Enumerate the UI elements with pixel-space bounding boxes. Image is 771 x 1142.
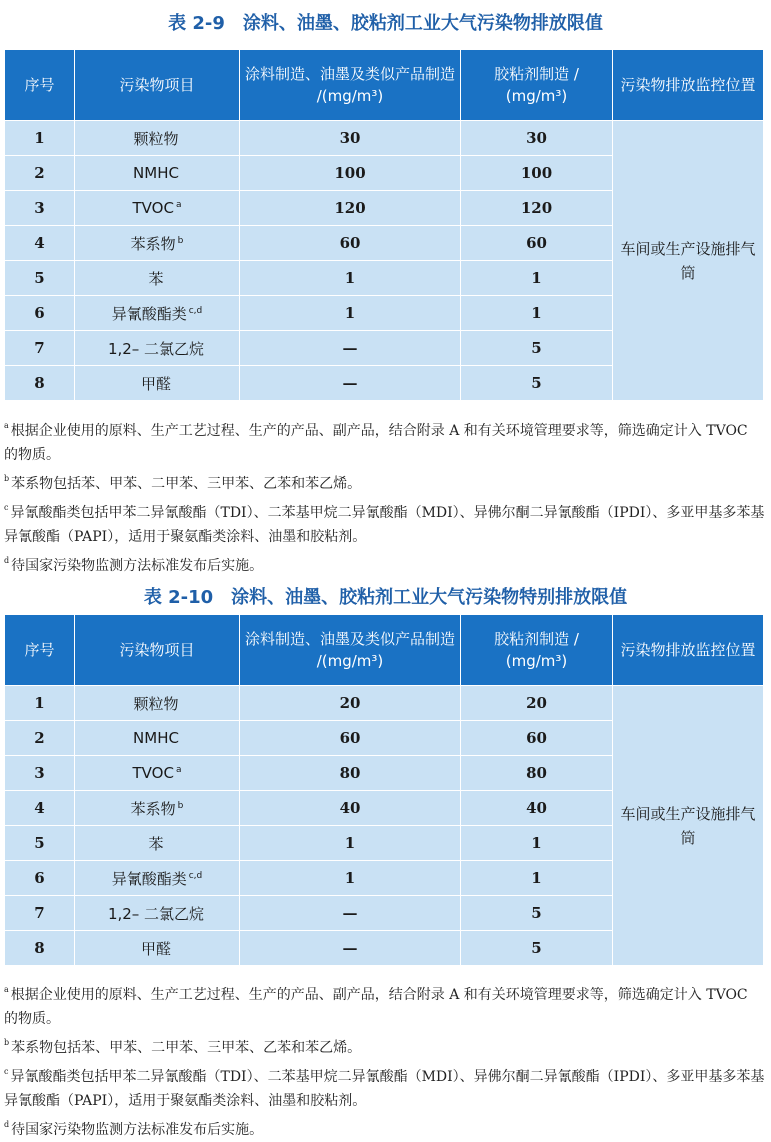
header-adhesive: 胶粘剂制造 / (mg/m³) — [461, 50, 613, 121]
row-item: 异氰酸酯类 $^{c,d}$ — [75, 861, 240, 896]
row-coating: 1 — [240, 261, 461, 296]
footnote: $^b$ 苯系物包括苯、甲苯、二甲苯、三甲苯、乙苯和苯乙烯。 — [4, 474, 362, 492]
footnote: $^d$ 待国家污染物监测方法标准发布后实施。 — [4, 556, 264, 574]
row-item: 甲醛 — [75, 366, 240, 401]
header-location: 污染物排放监控位置 — [613, 615, 764, 686]
row-seq: 5 — [5, 826, 75, 861]
row-item: TVOC $^a$ — [75, 191, 240, 226]
row-coating: — — [240, 931, 461, 966]
row-item: 苯系物 $^b$ — [75, 791, 240, 826]
row-item: 颗粒物 — [75, 121, 240, 156]
header-item: 污染物项目 — [75, 615, 240, 686]
footnote: $^b$ 苯系物包括苯、甲苯、二甲苯、三甲苯、乙苯和苯乙烯。 — [4, 1038, 362, 1056]
monitoring-location: 车间或生产设施排气筒 — [613, 686, 764, 966]
table1 — [4, 49, 764, 401]
row-item: 1,2– 二氯乙烷 — [75, 896, 240, 931]
row-coating: — — [240, 366, 461, 401]
table2 — [4, 614, 764, 966]
table1-header-row — [5, 50, 764, 121]
table2-footnotes — [4, 978, 766, 1142]
row-adhesive: 1 — [461, 826, 613, 861]
table2-header-row — [5, 615, 764, 686]
row-adhesive: 5 — [461, 331, 613, 366]
table-row — [5, 121, 764, 156]
row-seq: 7 — [5, 331, 75, 366]
header-coating: 涂料制造、油墨及类似产品制造 /(mg/m³) — [240, 615, 461, 686]
row-coating: 40 — [240, 791, 461, 826]
header-seq: 序号 — [5, 50, 75, 121]
table1-footnotes — [4, 414, 766, 578]
footnote: $^c$ 异氰酸酯类包括甲苯二异氰酸酯（TDI）、二苯基甲烷二异氰酸酯（MDI）、异佛尔酮二异氰酸酯（IPDI）、多亚甲基多苯基异氰酸酯（PAPI），适用于聚氨酯类涂料、油墨和胶粘剂。 — [4, 503, 765, 545]
row-seq: 5 — [5, 261, 75, 296]
row-adhesive: 30 — [461, 121, 613, 156]
row-seq: 6 — [5, 861, 75, 896]
row-coating: 60 — [240, 721, 461, 756]
header-adhesive: 胶粘剂制造 / (mg/m³) — [461, 615, 613, 686]
row-adhesive: 1 — [461, 861, 613, 896]
header-seq: 序号 — [5, 615, 75, 686]
header-location: 污染物排放监控位置 — [613, 50, 764, 121]
table-row — [5, 686, 764, 721]
row-adhesive: 5 — [461, 896, 613, 931]
header-coating: 涂料制造、油墨及类似产品制造 /(mg/m³) — [240, 50, 461, 121]
row-coating: 1 — [240, 861, 461, 896]
row-seq: 2 — [5, 156, 75, 191]
row-coating: 100 — [240, 156, 461, 191]
row-seq: 4 — [5, 791, 75, 826]
row-item: 甲醛 — [75, 931, 240, 966]
row-adhesive: 40 — [461, 791, 613, 826]
row-coating: 80 — [240, 756, 461, 791]
row-seq: 7 — [5, 896, 75, 931]
footnote: $^d$ 待国家污染物监测方法标准发布后实施。 — [4, 1120, 264, 1138]
footnote: $^a$ 根据企业使用的原料、生产工艺过程、生产的产品、副产品，结合附录 A 和有关环境管理要求等，筛选确定计入 TVOC 的物质。 — [4, 421, 748, 463]
row-item: 苯 — [75, 261, 240, 296]
row-seq: 2 — [5, 721, 75, 756]
row-adhesive: 80 — [461, 756, 613, 791]
row-adhesive: 5 — [461, 366, 613, 401]
header-item: 污染物项目 — [75, 50, 240, 121]
row-adhesive: 1 — [461, 296, 613, 331]
row-coating: 120 — [240, 191, 461, 226]
row-item: NMHC — [75, 156, 240, 191]
row-adhesive: 60 — [461, 226, 613, 261]
row-seq: 8 — [5, 931, 75, 966]
row-adhesive: 5 — [461, 931, 613, 966]
row-item: NMHC — [75, 721, 240, 756]
footnote: $^a$ 根据企业使用的原料、生产工艺过程、生产的产品、副产品，结合附录 A 和有关环境管理要求等，筛选确定计入 TVOC 的物质。 — [4, 985, 748, 1027]
row-item: 颗粒物 — [75, 686, 240, 721]
row-coating: — — [240, 331, 461, 366]
row-seq: 8 — [5, 366, 75, 401]
row-coating: — — [240, 896, 461, 931]
row-seq: 3 — [5, 191, 75, 226]
row-item: 苯 — [75, 826, 240, 861]
table2-title: 表 2-10 涂料、油墨、胶粘剂工业大气污染物特别排放限值 — [143, 587, 628, 608]
row-coating: 30 — [240, 121, 461, 156]
row-seq: 3 — [5, 756, 75, 791]
row-coating: 1 — [240, 296, 461, 331]
row-seq: 6 — [5, 296, 75, 331]
table1-title: 表 2-9 涂料、油墨、胶粘剂工业大气污染物排放限值 — [168, 13, 603, 34]
footnote: $^c$ 异氰酸酯类包括甲苯二异氰酸酯（TDI）、二苯基甲烷二异氰酸酯（MDI）、异佛尔酮二异氰酸酯（IPDI）、多亚甲基多苯基异氰酸酯（PAPI），适用于聚氨酯类涂料、油墨和胶粘剂。 — [4, 1067, 765, 1109]
row-adhesive: 1 — [461, 261, 613, 296]
row-adhesive: 120 — [461, 191, 613, 226]
row-item: 苯系物 $^b$ — [75, 226, 240, 261]
row-adhesive: 20 — [461, 686, 613, 721]
row-seq: 4 — [5, 226, 75, 261]
row-coating: 20 — [240, 686, 461, 721]
row-item: 1,2– 二氯乙烷 — [75, 331, 240, 366]
row-seq: 1 — [5, 121, 75, 156]
row-seq: 1 — [5, 686, 75, 721]
row-item: TVOC $^a$ — [75, 756, 240, 791]
row-item: 异氰酸酯类 $^{c,d}$ — [75, 296, 240, 331]
row-adhesive: 100 — [461, 156, 613, 191]
monitoring-location: 车间或生产设施排气筒 — [613, 121, 764, 401]
row-coating: 60 — [240, 226, 461, 261]
row-coating: 1 — [240, 826, 461, 861]
row-adhesive: 60 — [461, 721, 613, 756]
